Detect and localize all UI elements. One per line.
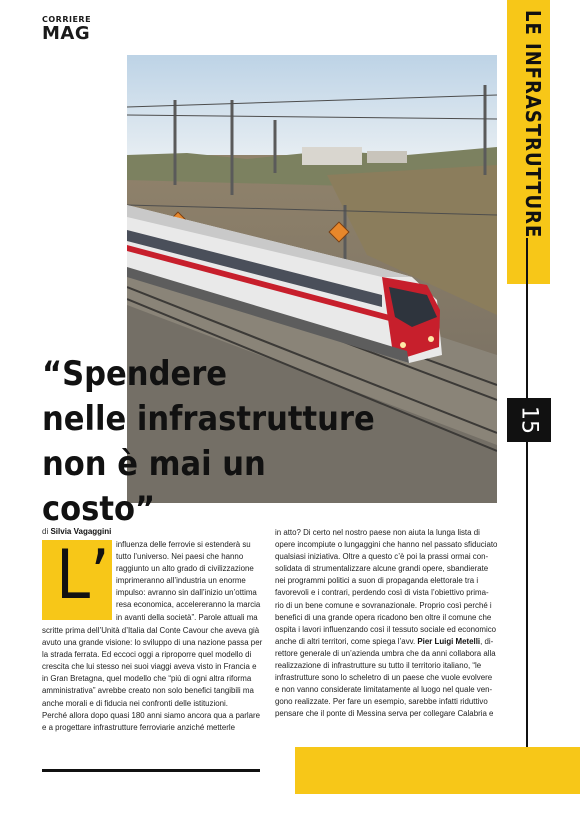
text-line: qualsiasi iniziativa. Oltre a questo c’è poi la prassi ormai con- bbox=[275, 552, 489, 562]
text-line: pensare che il ponte di Messina serva per collegare Calabria e bbox=[275, 709, 494, 719]
text-line: ospita i lavori influenzando così il tessuto sociale ed economico bbox=[275, 624, 497, 634]
text-line: solidata di strumentalizzare alcune grandi opere, sbandierate bbox=[275, 564, 489, 574]
logo-top-text: CORRIERE bbox=[42, 15, 92, 24]
article-column-1-top bbox=[116, 539, 261, 624]
logo-bottom-text: MAG bbox=[42, 23, 91, 44]
text-line: resa economica, accelereranno la marcia bbox=[116, 600, 261, 610]
text-line: in atto? Di certo nel nostro paese non aiuta la lunga lista di bbox=[275, 528, 480, 537]
byline-author: Silvia Vagaggini bbox=[50, 527, 112, 536]
text-line: la strada ferrata. Ed eccoci oggi a riproporre quel modello di bbox=[42, 650, 252, 660]
text-line: rio di un bene comune e sovranazionale. Proprio così perché i bbox=[275, 600, 492, 610]
page-number: 15 bbox=[516, 406, 542, 434]
text-line: e a progettare infrastrutture ferroviarie anziché metterle bbox=[42, 722, 235, 732]
text-line: raggiunto un alto grado di civilizzazione bbox=[116, 564, 254, 574]
article-column-2 bbox=[275, 527, 499, 721]
text-line: realizzazione di infrastrutture su tutto il territorio italiano, “le bbox=[275, 661, 482, 671]
text-line: rettore generale di un’azienda umbra che da anni collabora alla bbox=[275, 648, 496, 658]
headline-line-3: non è mai un costo” bbox=[42, 444, 266, 529]
article-column-1 bbox=[42, 625, 263, 734]
headline-line-1: “Spendere bbox=[42, 354, 228, 394]
text-line: e non vanno considerate limitatamente al luogo nel quale ven- bbox=[275, 685, 493, 695]
text-line: nei programmi politici a suon di propaganda elettorale tra i bbox=[275, 576, 479, 586]
text-line: crescita che lui stesso nei suoi viaggi aveva visto in Francia e bbox=[42, 662, 257, 672]
text-line: impulso: avranno sin dall’inizio un’ottima bbox=[116, 588, 257, 598]
headline-line-2: nelle infrastrutture bbox=[42, 399, 375, 439]
text-line: opere incompiute o lungaggini che hanno nel passato sfiduciato bbox=[275, 540, 498, 550]
text-line: in avanti della società”. Parole attuali ma bbox=[116, 612, 258, 622]
text-line: tutto l’universo. Nei paesi che hanno bbox=[116, 552, 244, 562]
dropcap-box bbox=[42, 536, 112, 620]
text-fragment: anche di altri territori, come spiega l’avv. bbox=[275, 636, 418, 646]
text-line: avuto una grande visione: lo sviluppo di una nazione passa per bbox=[42, 638, 263, 648]
quoted-person-name: Pier Luigi Metelli bbox=[417, 636, 481, 646]
text-line: favorevoli e i contrari, perdendo così di vista l’obiettivo prima- bbox=[275, 588, 489, 598]
text-line: Perché allora dopo quasi 180 anni siamo ancora qua a parlare bbox=[42, 710, 261, 720]
vertical-rule-upper bbox=[526, 238, 528, 398]
text-line: gono realizzate. Per fare un esempio, sarebbe infatti riduttivo bbox=[275, 697, 488, 707]
bottom-rule bbox=[42, 769, 260, 772]
vertical-rule-lower bbox=[526, 442, 528, 748]
text-line: anche morali e di fiducia nei confronti delle istituzioni. bbox=[42, 698, 228, 708]
section-label: LE INFRASTRUTTURE bbox=[521, 10, 545, 239]
text-line: scritte prima dell’Unità d’Italia dal Conte Cavour che aveva già bbox=[42, 626, 260, 635]
headline bbox=[42, 352, 382, 532]
byline bbox=[42, 527, 111, 536]
dropcap-letter: L’ bbox=[56, 536, 110, 615]
text-fragment: , di- bbox=[480, 636, 494, 646]
byline-prefix: di bbox=[42, 527, 49, 536]
text-line: influenza delle ferrovie si estenderà su bbox=[116, 540, 251, 549]
text-line: benefici di una grande opera ricadono ben oltre il comune che bbox=[275, 612, 492, 622]
page-number-box bbox=[507, 398, 551, 442]
text-line: imprimeranno all’industria un enorme bbox=[116, 576, 246, 586]
text-line: amministrativa” avrebbe creato non solo benefici tangibili ma bbox=[42, 686, 254, 696]
magazine-logo bbox=[42, 16, 102, 43]
text-line-with-name bbox=[275, 636, 499, 648]
bottom-yellow-block bbox=[295, 747, 580, 794]
text-line: infrastrutture sono lo scheletro di un paese che vuole evolvere bbox=[275, 673, 493, 683]
text-line: in Gran Bretagna, quel modello che “più di ogni altra riforma bbox=[42, 674, 252, 684]
